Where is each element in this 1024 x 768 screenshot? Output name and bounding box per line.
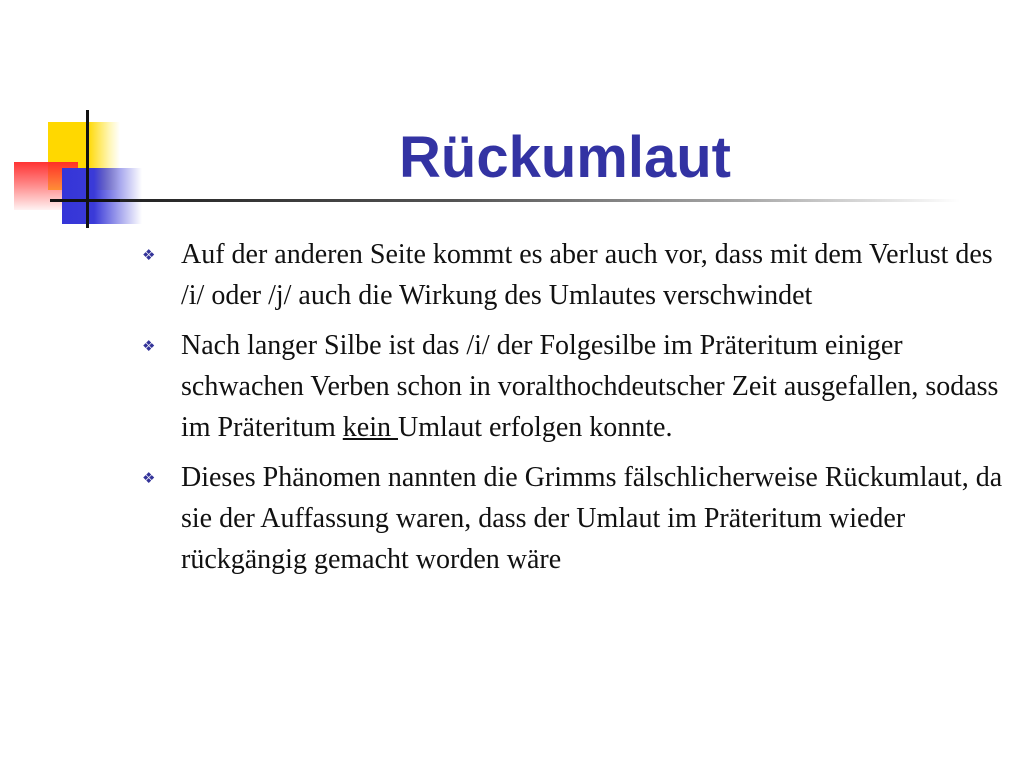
diamond-bullet-icon: ❖ [142, 337, 156, 355]
bullet-item [140, 457, 1010, 580]
diamond-bullet-icon: ❖ [142, 246, 156, 264]
bullet-text-continued: Umlaut erfolgen konnte. [397, 412, 673, 443]
bullet-underlined-word: kein [342, 412, 398, 443]
logo-blue-square [62, 168, 142, 224]
slide-title: Rückumlaut [399, 125, 731, 190]
bullet-list [140, 234, 1010, 589]
diamond-bullet-icon: ❖ [142, 469, 156, 487]
bullet-item [140, 325, 1010, 448]
bullet-item [140, 234, 1010, 316]
bullet-text: Auf der anderen Seite kommt es aber auch vor, dass mit dem Verlust des /i/ oder /j/ auch die Wirkung des Umlautes verschwindet [181, 239, 993, 311]
logo-vertical-line [86, 110, 89, 228]
slide-logo-decoration [0, 0, 150, 240]
bullet-text: Dieses Phänomen nannten die Grimms fälschlicherweise Rückumlaut, da sie der Auffassung waren, dass der Umlaut im Präteritum wieder rückgängig gemacht worden wäre [181, 462, 1003, 575]
bullet-text: Nach langer Silbe ist das /i/ der Folgesilbe im Präteritum einiger schwachen Verben schon in voralthochdeutscher Zeit ausgefallen, sodass im Präteritum [181, 330, 999, 443]
title-divider [120, 199, 960, 202]
